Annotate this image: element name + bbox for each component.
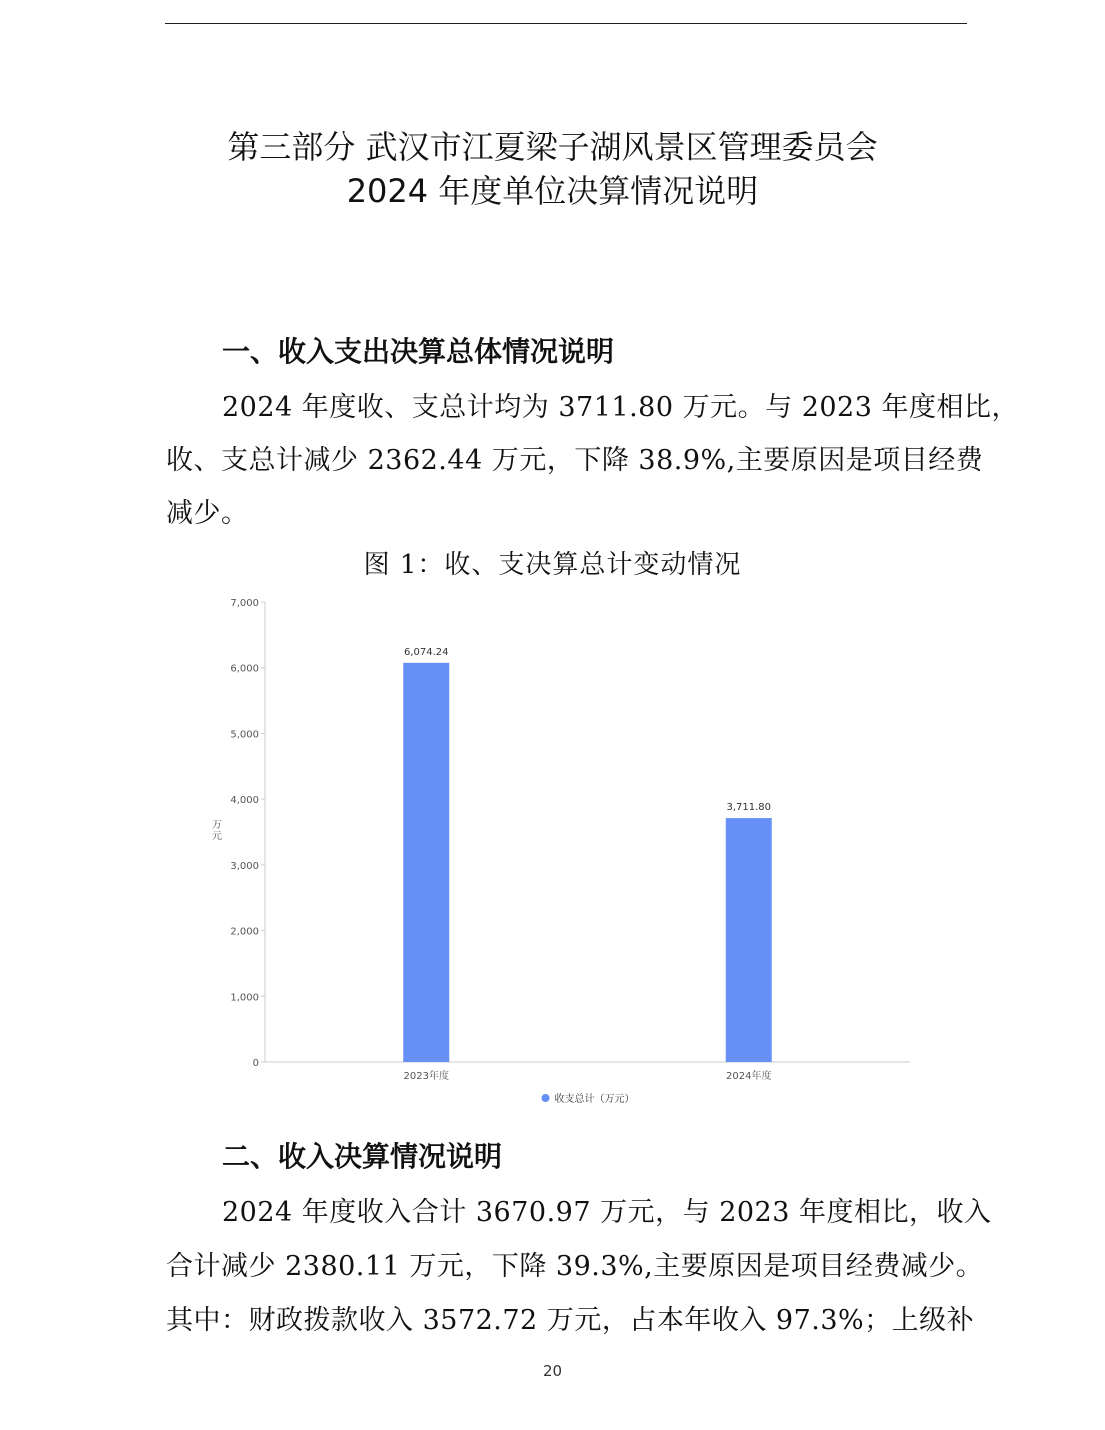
y-tick-label: 6,000 <box>230 663 259 675</box>
section1-paragraph-line3: 减少。 <box>166 498 249 529</box>
document-title-line1: 第三部分 武汉市江夏梁子湖风景区管理委员会 <box>227 128 878 166</box>
y-tick-label: 1,000 <box>230 992 259 1004</box>
y-tick-label: 2,000 <box>230 926 259 938</box>
section2-heading: 二、收入决算情况说明 <box>222 1140 503 1173</box>
x-tick-label: 2023年度 <box>403 1071 449 1082</box>
legend-label: 收支总计（万元） <box>554 1094 635 1105</box>
bar <box>403 663 449 1062</box>
y-tick-label: 0 <box>252 1058 259 1069</box>
bar <box>726 818 772 1062</box>
y-tick-label: 3,000 <box>230 860 259 872</box>
bar-value-label: 3,711.80 <box>726 802 772 814</box>
y-tick-label: 4,000 <box>230 795 259 807</box>
header-rule <box>165 23 967 24</box>
income-expense-bar-chart <box>195 588 925 1113</box>
document-title-line2: 2024 年度单位决算情况说明 <box>346 172 759 210</box>
section2-paragraph-line3: 其中：财政拨款收入 3572.72 万元，占本年收入 97.3%；上级补 <box>166 1305 975 1336</box>
y-tick-label: 5,000 <box>230 729 259 741</box>
section1-paragraph-line1: 2024 年度收、支总计均为 3711.80 万元。与 2023 年度相比， <box>222 392 1019 423</box>
x-tick-label: 2024年度 <box>726 1071 772 1082</box>
legend-marker <box>542 1094 550 1102</box>
page-number: 20 <box>542 1362 563 1380</box>
y-axis-label: 万元 <box>212 820 222 842</box>
section2-paragraph-line2: 合计减少 2380.11 万元，下降 39.3%,主要原因是项目经费减少。 <box>166 1251 984 1282</box>
bar-value-label: 6,074.24 <box>403 646 449 658</box>
y-tick-label: 7,000 <box>230 598 259 609</box>
section1-heading: 一、收入支出决算总体情况说明 <box>222 335 615 368</box>
section2-paragraph-line1: 2024 年度收入合计 3670.97 万元，与 2023 年度相比，收入 <box>222 1197 992 1228</box>
section1-paragraph-line2: 收、支总计减少 2362.44 万元，下降 38.9%,主要原因是项目经费 <box>166 445 984 476</box>
figure1-caption: 图 1：收、支决算总计变动情况 <box>363 550 742 580</box>
